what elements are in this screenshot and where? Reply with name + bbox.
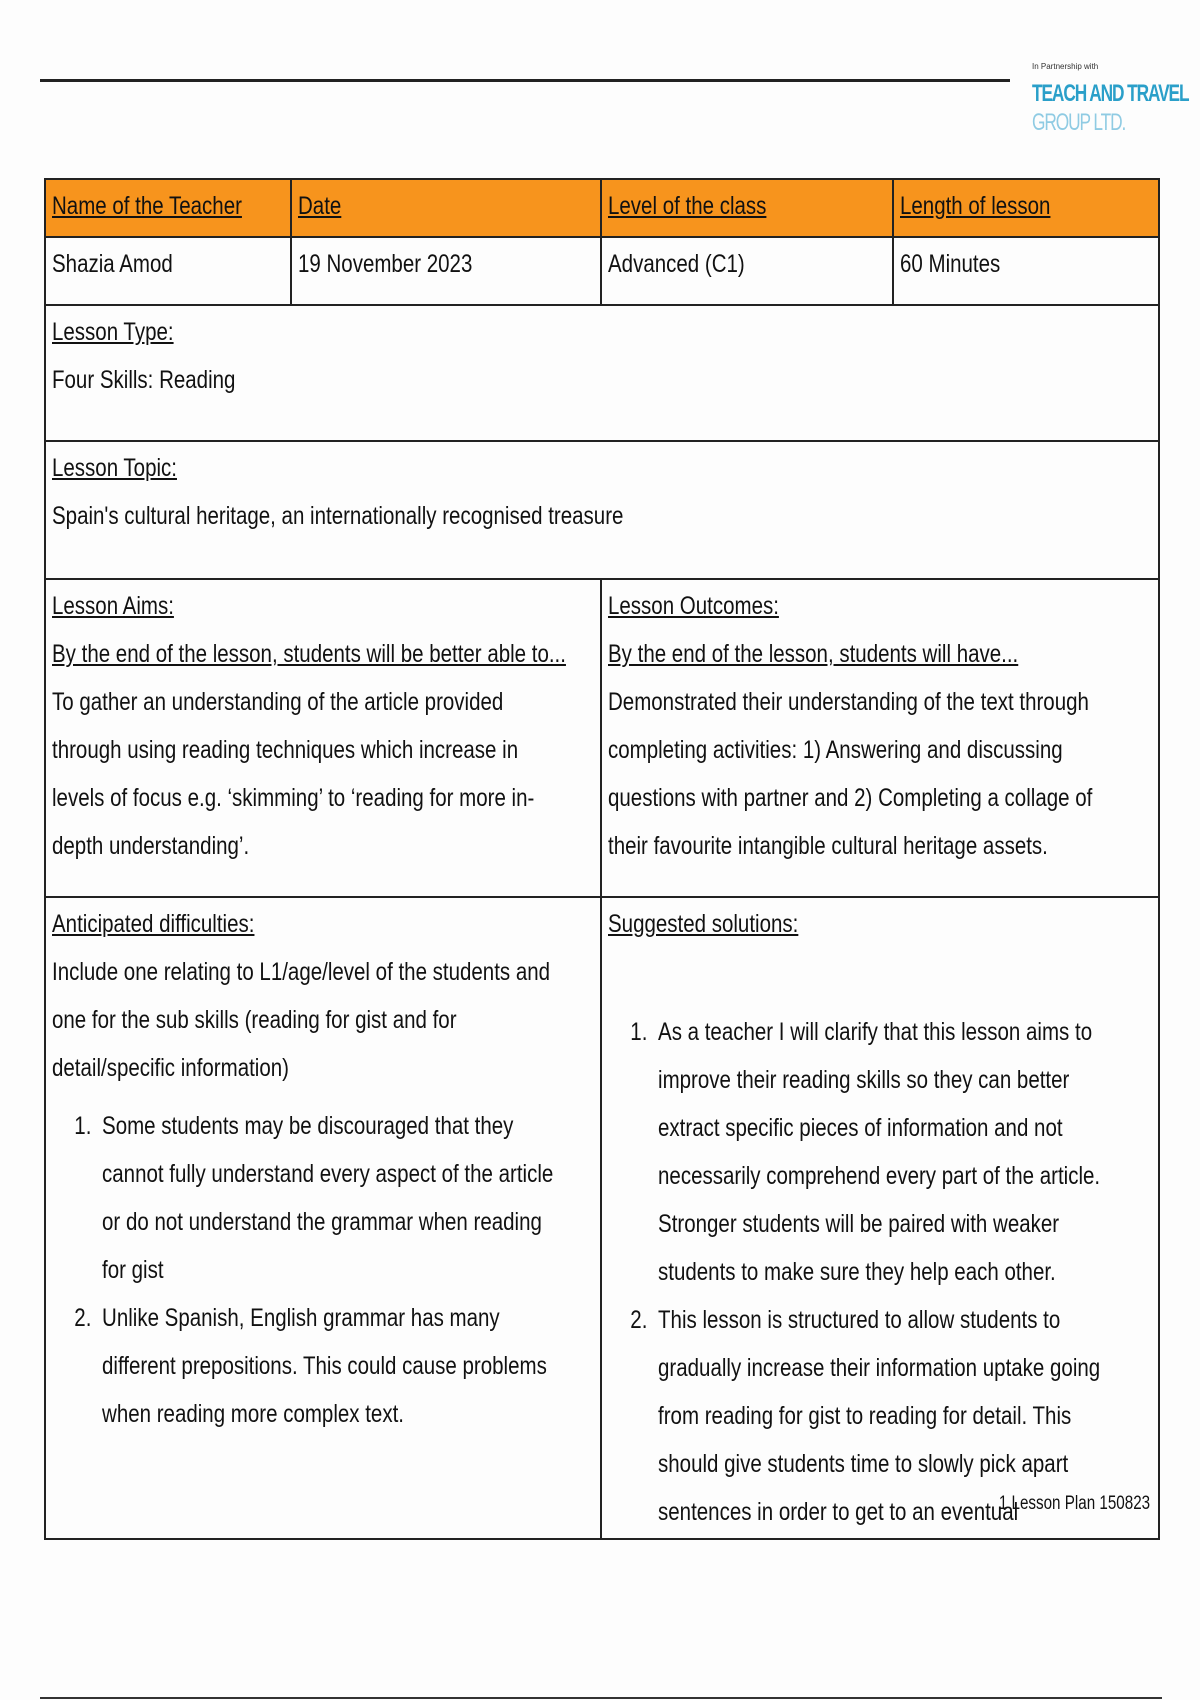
date-value: 19 November 2023 xyxy=(298,250,473,278)
difficulties-list xyxy=(52,1102,560,1438)
values-row xyxy=(45,237,1159,305)
difficulty-item: 1. Some students may be discouraged that they cannot fully understand every aspect of the article or do not understand the grammar when reading for gist xyxy=(97,1102,560,1294)
teacher-label: Name of the Teacher xyxy=(52,192,242,220)
outcomes-subheading: By the end of the lesson, students will have... xyxy=(608,640,1019,668)
difficulty-item: 2. Unlike Spanish, English grammar has many different prepositions. This could cause problems when reading more complex text. xyxy=(97,1294,560,1438)
lesson-type-row xyxy=(45,305,1159,441)
logo-partnership-text: In Partnership with xyxy=(1032,62,1099,71)
header-row xyxy=(45,179,1159,237)
level-value: Advanced (C1) xyxy=(608,250,745,278)
solutions-list xyxy=(608,1008,1112,1536)
length-value: 60 Minutes xyxy=(900,250,1001,278)
level-label-cell xyxy=(601,179,893,237)
length-label-cell xyxy=(893,179,1159,237)
solution-item: 1. As a teacher I will clarify that this lesson aims to improve their reading skills so they can better extract specific pieces of information and not necessarily comprehend every part of the article. Stronger students will be paired with weaker students to make sure they help each other. xyxy=(653,1008,1112,1296)
lesson-topic-value: Spain's cultural heritage, an internationally recognised treasure xyxy=(52,502,624,530)
solutions-cell xyxy=(601,897,1159,1539)
lesson-topic-row xyxy=(45,441,1159,579)
solution-item: 2. This lesson is structured to allow students to gradually increase their information uptake going from reading for gist to reading for detail. This should give students time to slowly pick apart sentences in order to get to an eventual xyxy=(653,1296,1112,1536)
aims-text: To gather an understanding of the article provided through using reading techniques which increase in levels of focus e.g. ‘skimming’ to ‘reading for more in-depth understanding’. xyxy=(52,688,535,860)
lesson-type-value: Four Skills: Reading xyxy=(52,366,236,394)
lesson-type-label: Lesson Type: xyxy=(52,318,174,346)
difficulties-label: Anticipated difficulties: xyxy=(52,910,255,938)
logo-line-2: GROUP LTD. xyxy=(1032,109,1126,136)
teacher-value-cell xyxy=(45,237,291,305)
teacher-value: Shazia Amod xyxy=(52,250,173,278)
lesson-topic-label: Lesson Topic: xyxy=(52,454,177,482)
difficulties-cell xyxy=(45,897,601,1539)
document-reference: 1 Lesson Plan 150823 xyxy=(998,1493,1150,1514)
length-value-cell xyxy=(893,237,1159,305)
outcomes-text: Demonstrated their understanding of the text through completing activities: 1) Answering and discussing questions with partner and 2) Completing a collage of their favourite intangible cultural heritage assets. xyxy=(608,688,1093,860)
logo-line-1: TEACH AND TRAVEL xyxy=(1032,80,1189,107)
length-label: Length of lesson xyxy=(900,192,1051,220)
date-value-cell xyxy=(291,237,601,305)
lesson-plan-table xyxy=(44,178,1160,1540)
aims-label: Lesson Aims: xyxy=(52,592,174,620)
lesson-topic-cell xyxy=(45,441,1159,579)
aims-outcomes-row xyxy=(45,579,1159,897)
outcomes-cell xyxy=(601,579,1159,897)
solutions-label: Suggested solutions: xyxy=(608,910,799,938)
teacher-label-cell xyxy=(45,179,291,237)
difficulties-solutions-row xyxy=(45,897,1159,1539)
level-value-cell xyxy=(601,237,893,305)
date-label: Date xyxy=(298,192,342,220)
date-label-cell xyxy=(291,179,601,237)
aims-subheading: By the end of the lesson, students will be better able to... xyxy=(52,640,566,668)
bottom-rule xyxy=(40,1697,1162,1699)
lesson-type-cell xyxy=(45,305,1159,441)
difficulties-intro: Include one relating to L1/age/level of the students and one for the sub skills (reading for gist and for detail/specific information) xyxy=(52,958,551,1082)
company-logo xyxy=(1032,62,1189,138)
top-rule xyxy=(40,79,1010,82)
outcomes-label: Lesson Outcomes: xyxy=(608,592,779,620)
level-label: Level of the class xyxy=(608,192,767,220)
aims-cell xyxy=(45,579,601,897)
